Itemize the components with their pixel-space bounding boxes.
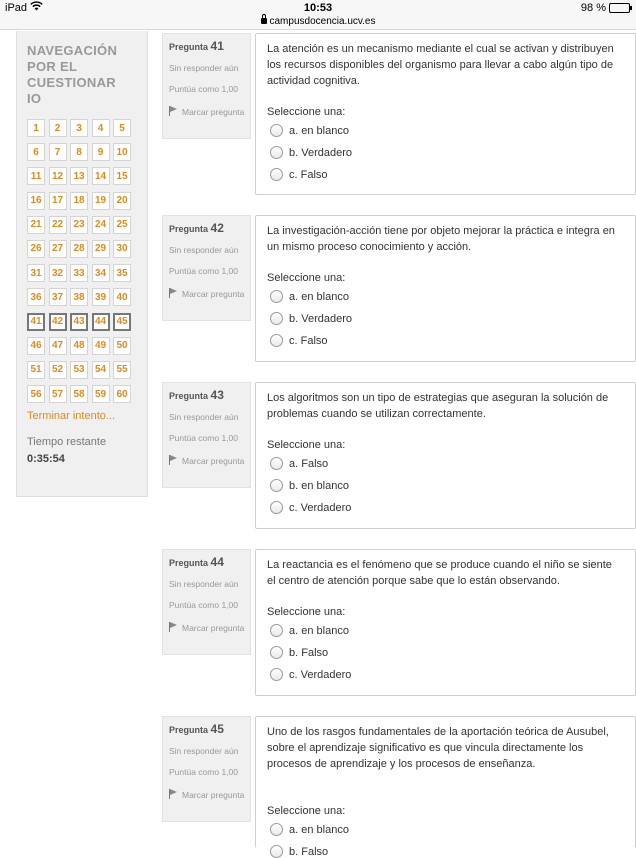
quiz-nav-button-17[interactable]: 17 bbox=[49, 192, 67, 210]
question-content-42 bbox=[255, 215, 636, 362]
question-number bbox=[169, 39, 224, 53]
answer-option[interactable] bbox=[270, 124, 349, 137]
quiz-nav-button-5[interactable]: 5 bbox=[113, 119, 131, 137]
question-text: Los algoritmos son un tipo de estrategias que aseguran la solución de problemas cuando se utilizan correctamente. bbox=[267, 392, 609, 420]
option-label: b. Verdadero bbox=[289, 312, 352, 325]
answer-option[interactable] bbox=[270, 290, 349, 303]
quiz-nav-button-25[interactable]: 25 bbox=[113, 216, 131, 234]
question-content-44 bbox=[255, 549, 636, 696]
battery-percent: 98 % bbox=[580, 2, 606, 14]
question-grade: Puntúa como 1,00 bbox=[169, 767, 238, 777]
option-label: a. en blanco bbox=[289, 124, 349, 137]
question-content-45 bbox=[255, 716, 636, 858]
answer-prompt: Seleccione una: bbox=[267, 606, 346, 618]
question-number-value: 41 bbox=[210, 39, 224, 53]
question-grade: Puntúa como 1,00 bbox=[169, 600, 238, 610]
quiz-nav-button-11[interactable]: 11 bbox=[27, 167, 45, 185]
question-number-value: 43 bbox=[210, 388, 224, 402]
flag-label: Marcar pregunta bbox=[182, 107, 245, 117]
time-remaining-value: 0:35:54 bbox=[27, 453, 65, 465]
quiz-nav-button-50[interactable]: 50 bbox=[113, 337, 131, 355]
quiz-nav-button-35[interactable]: 35 bbox=[113, 264, 131, 282]
nav-title-line: NAVEGACIÓN bbox=[27, 43, 118, 58]
lock-icon bbox=[261, 18, 267, 24]
question-state: Sin responder aún bbox=[169, 245, 239, 255]
question-text: La reactancia es el fenómeno que se produce cuando el niño se siente el centro de atención porque sabe que lo están observando. bbox=[267, 559, 612, 587]
quiz-nav-button-30[interactable]: 30 bbox=[113, 240, 131, 258]
question-grade: Puntúa como 1,00 bbox=[169, 433, 238, 443]
nav-title-line: CUESTIONAR bbox=[27, 75, 116, 90]
radio-button[interactable] bbox=[270, 124, 283, 137]
radio-button[interactable] bbox=[270, 845, 283, 858]
answer-option[interactable] bbox=[270, 646, 328, 659]
battery-icon bbox=[609, 3, 630, 13]
answer-option[interactable] bbox=[270, 479, 349, 492]
flag-question-button[interactable] bbox=[169, 287, 244, 302]
flag-icon bbox=[169, 622, 178, 632]
question-state: Sin responder aún bbox=[169, 63, 239, 73]
option-label: b. Verdadero bbox=[289, 146, 352, 159]
question-number-value: 44 bbox=[210, 555, 224, 569]
quiz-nav-button-51[interactable]: 51 bbox=[27, 361, 45, 379]
question-number bbox=[169, 221, 224, 235]
question-info-43 bbox=[162, 382, 251, 488]
answer-option[interactable] bbox=[270, 168, 328, 181]
radio-button[interactable] bbox=[270, 501, 283, 514]
quiz-nav-button-9[interactable]: 9 bbox=[92, 143, 110, 161]
flag-label: Marcar pregunta bbox=[182, 623, 245, 633]
quiz-nav-button-23[interactable]: 23 bbox=[70, 216, 88, 234]
question-label: Pregunta bbox=[169, 224, 209, 234]
quiz-nav-button-15[interactable]: 15 bbox=[113, 167, 131, 185]
quiz-nav-button-18[interactable]: 18 bbox=[70, 192, 88, 210]
quiz-nav-button-13[interactable]: 13 bbox=[70, 167, 88, 185]
quiz-nav-button-41[interactable]: 41 bbox=[27, 313, 45, 331]
answer-option[interactable] bbox=[270, 501, 351, 514]
question-content-43 bbox=[255, 382, 636, 529]
answer-prompt: Seleccione una: bbox=[267, 805, 346, 817]
finish-attempt-link[interactable]: Terminar intento... bbox=[27, 410, 116, 422]
option-label: a. en blanco bbox=[289, 290, 349, 303]
question-number bbox=[169, 722, 224, 736]
question-text: La atención es un mecanismo mediante el cual se activan y distribuyen los recursos disponibles del organismo para llevar a cabo algún tipo de actividad cognitiva. bbox=[267, 43, 614, 87]
question-label: Pregunta bbox=[169, 391, 209, 401]
flag-icon bbox=[169, 106, 178, 116]
quiz-nav-button-14[interactable]: 14 bbox=[92, 167, 110, 185]
radio-button[interactable] bbox=[270, 823, 283, 836]
quiz-nav-button-40[interactable]: 40 bbox=[113, 288, 131, 306]
answer-option[interactable] bbox=[270, 624, 349, 637]
quiz-nav-button-47[interactable]: 47 bbox=[49, 337, 67, 355]
flag-question-button[interactable] bbox=[169, 788, 244, 803]
quiz-nav-button-59[interactable]: 59 bbox=[92, 385, 110, 403]
radio-button[interactable] bbox=[270, 668, 283, 681]
quiz-nav-button-3[interactable]: 3 bbox=[70, 119, 88, 137]
question-label: Pregunta bbox=[169, 42, 209, 52]
flag-icon bbox=[169, 455, 178, 465]
quiz-nav-button-42[interactable]: 42 bbox=[49, 313, 67, 331]
nav-title bbox=[27, 43, 139, 107]
radio-button[interactable] bbox=[270, 334, 283, 347]
answer-option[interactable] bbox=[270, 457, 328, 470]
quiz-nav-button-45[interactable]: 45 bbox=[113, 313, 131, 331]
quiz-nav-button-37[interactable]: 37 bbox=[49, 288, 67, 306]
quiz-nav-button-4[interactable]: 4 bbox=[92, 119, 110, 137]
option-label: c. Verdadero bbox=[289, 501, 352, 514]
quiz-nav-button-55[interactable]: 55 bbox=[113, 361, 131, 379]
quiz-nav-button-46[interactable]: 46 bbox=[27, 337, 45, 355]
quiz-nav-button-54[interactable]: 54 bbox=[92, 361, 110, 379]
option-label: c. Falso bbox=[289, 168, 328, 181]
quiz-nav-button-56[interactable]: 56 bbox=[27, 385, 45, 403]
option-label: a. Falso bbox=[289, 457, 329, 470]
quiz-nav-button-34[interactable]: 34 bbox=[92, 264, 110, 282]
status-bar bbox=[0, 0, 636, 30]
radio-button[interactable] bbox=[270, 479, 283, 492]
quiz-nav-button-48[interactable]: 48 bbox=[70, 337, 88, 355]
address-bar[interactable] bbox=[0, 16, 636, 27]
url-text: campusdocencia.ucv.es bbox=[269, 16, 376, 27]
option-label: c. Verdadero bbox=[289, 668, 352, 681]
question-content-41 bbox=[255, 33, 636, 195]
flag-icon bbox=[169, 288, 178, 298]
answer-option[interactable] bbox=[270, 845, 328, 858]
radio-button[interactable] bbox=[270, 146, 283, 159]
quiz-nav-button-7[interactable]: 7 bbox=[49, 143, 67, 161]
option-label: a. en blanco bbox=[289, 624, 349, 637]
question-number-value: 42 bbox=[210, 221, 224, 235]
question-grade: Puntúa como 1,00 bbox=[169, 84, 238, 94]
nav-title-line: IO bbox=[27, 91, 42, 106]
flag-question-button[interactable] bbox=[169, 621, 244, 636]
option-label: b. Falso bbox=[289, 845, 329, 858]
question-nav-grid bbox=[27, 119, 137, 403]
clock: 10:53 bbox=[303, 2, 333, 14]
answer-option[interactable] bbox=[270, 823, 349, 836]
question-number bbox=[169, 555, 224, 569]
option-label: c. Falso bbox=[289, 334, 328, 347]
quiz-nav-button-16[interactable]: 16 bbox=[27, 192, 45, 210]
quiz-nav-button-24[interactable]: 24 bbox=[92, 216, 110, 234]
quiz-nav-button-22[interactable]: 22 bbox=[49, 216, 67, 234]
option-label: b. en blanco bbox=[289, 479, 349, 492]
question-info-42 bbox=[162, 215, 251, 321]
question-info-45 bbox=[162, 716, 251, 822]
radio-button[interactable] bbox=[270, 312, 283, 325]
question-info-41 bbox=[162, 33, 251, 139]
question-label: Pregunta bbox=[169, 558, 209, 568]
question-state: Sin responder aún bbox=[169, 746, 239, 756]
quiz-nav-button-28[interactable]: 28 bbox=[70, 240, 88, 258]
quiz-nav-button-26[interactable]: 26 bbox=[27, 240, 45, 258]
flag-question-button[interactable] bbox=[169, 454, 244, 469]
flag-label: Marcar pregunta bbox=[182, 456, 245, 466]
quiz-nav-button-33[interactable]: 33 bbox=[70, 264, 88, 282]
quiz-nav-button-52[interactable]: 52 bbox=[49, 361, 67, 379]
quiz-nav-button-27[interactable]: 27 bbox=[49, 240, 67, 258]
question-state: Sin responder aún bbox=[169, 579, 239, 589]
quiz-nav-button-31[interactable]: 31 bbox=[27, 264, 45, 282]
radio-button[interactable] bbox=[270, 624, 283, 637]
quiz-nav-button-53[interactable]: 53 bbox=[70, 361, 88, 379]
answer-option[interactable] bbox=[270, 668, 351, 681]
quiz-nav-button-6[interactable]: 6 bbox=[27, 143, 45, 161]
answer-option[interactable] bbox=[270, 334, 328, 347]
quiz-nav-button-58[interactable]: 58 bbox=[70, 385, 88, 403]
flag-question-button[interactable] bbox=[169, 105, 244, 120]
quiz-nav-button-44[interactable]: 44 bbox=[92, 313, 110, 331]
quiz-nav-button-1[interactable]: 1 bbox=[27, 119, 45, 137]
time-remaining-label: Tiempo restante bbox=[27, 436, 107, 448]
radio-button[interactable] bbox=[270, 168, 283, 181]
quiz-nav-button-29[interactable]: 29 bbox=[92, 240, 110, 258]
quiz-nav-button-43[interactable]: 43 bbox=[70, 313, 88, 331]
quiz-nav-button-20[interactable]: 20 bbox=[113, 192, 131, 210]
option-label: b. Falso bbox=[289, 646, 329, 659]
quiz-nav-button-8[interactable]: 8 bbox=[70, 143, 88, 161]
question-text: La investigación-acción tiene por objeto mejorar la práctica e integra en un mismo proceso conocimiento y acción. bbox=[267, 225, 615, 253]
flag-label: Marcar pregunta bbox=[182, 790, 245, 800]
quiz-nav-button-57[interactable]: 57 bbox=[49, 385, 67, 403]
radio-button[interactable] bbox=[270, 457, 283, 470]
quiz-nav-button-39[interactable]: 39 bbox=[92, 288, 110, 306]
quiz-nav-button-12[interactable]: 12 bbox=[49, 167, 67, 185]
question-state: Sin responder aún bbox=[169, 412, 239, 422]
quiz-nav-button-32[interactable]: 32 bbox=[49, 264, 67, 282]
question-number-value: 45 bbox=[210, 722, 224, 736]
quiz-nav-button-2[interactable]: 2 bbox=[49, 119, 67, 137]
radio-button[interactable] bbox=[270, 290, 283, 303]
nav-title-line: POR EL bbox=[27, 59, 78, 74]
option-label: a. en blanco bbox=[289, 823, 349, 836]
question-label: Pregunta bbox=[169, 725, 209, 735]
answer-option[interactable] bbox=[270, 312, 352, 325]
answer-prompt: Seleccione una: bbox=[267, 106, 346, 118]
flag-label: Marcar pregunta bbox=[182, 289, 245, 299]
quiz-nav-button-21[interactable]: 21 bbox=[27, 216, 45, 234]
answer-option[interactable] bbox=[270, 146, 352, 159]
question-number bbox=[169, 388, 224, 402]
quiz-nav-button-19[interactable]: 19 bbox=[92, 192, 110, 210]
quiz-nav-button-49[interactable]: 49 bbox=[92, 337, 110, 355]
quiz-nav-button-36[interactable]: 36 bbox=[27, 288, 45, 306]
question-grade: Puntúa como 1,00 bbox=[169, 266, 238, 276]
answer-prompt: Seleccione una: bbox=[267, 272, 346, 284]
answer-prompt: Seleccione una: bbox=[267, 439, 346, 451]
battery-status bbox=[581, 2, 630, 14]
quiz-nav-button-60[interactable]: 60 bbox=[113, 385, 131, 403]
flag-icon bbox=[169, 789, 178, 799]
quiz-nav-button-38[interactable]: 38 bbox=[70, 288, 88, 306]
device-name: iPad bbox=[5, 2, 28, 14]
quiz-nav-button-10[interactable]: 10 bbox=[113, 143, 131, 161]
question-text: Uno de los rasgos fundamentales de la aportación teórica de Ausubel, sobre el aprendizaje significativo es que vincula directamente los procesos de aprendizaje y los procesos de enseñanza. bbox=[267, 726, 609, 770]
question-info-44 bbox=[162, 549, 251, 655]
radio-button[interactable] bbox=[270, 646, 283, 659]
